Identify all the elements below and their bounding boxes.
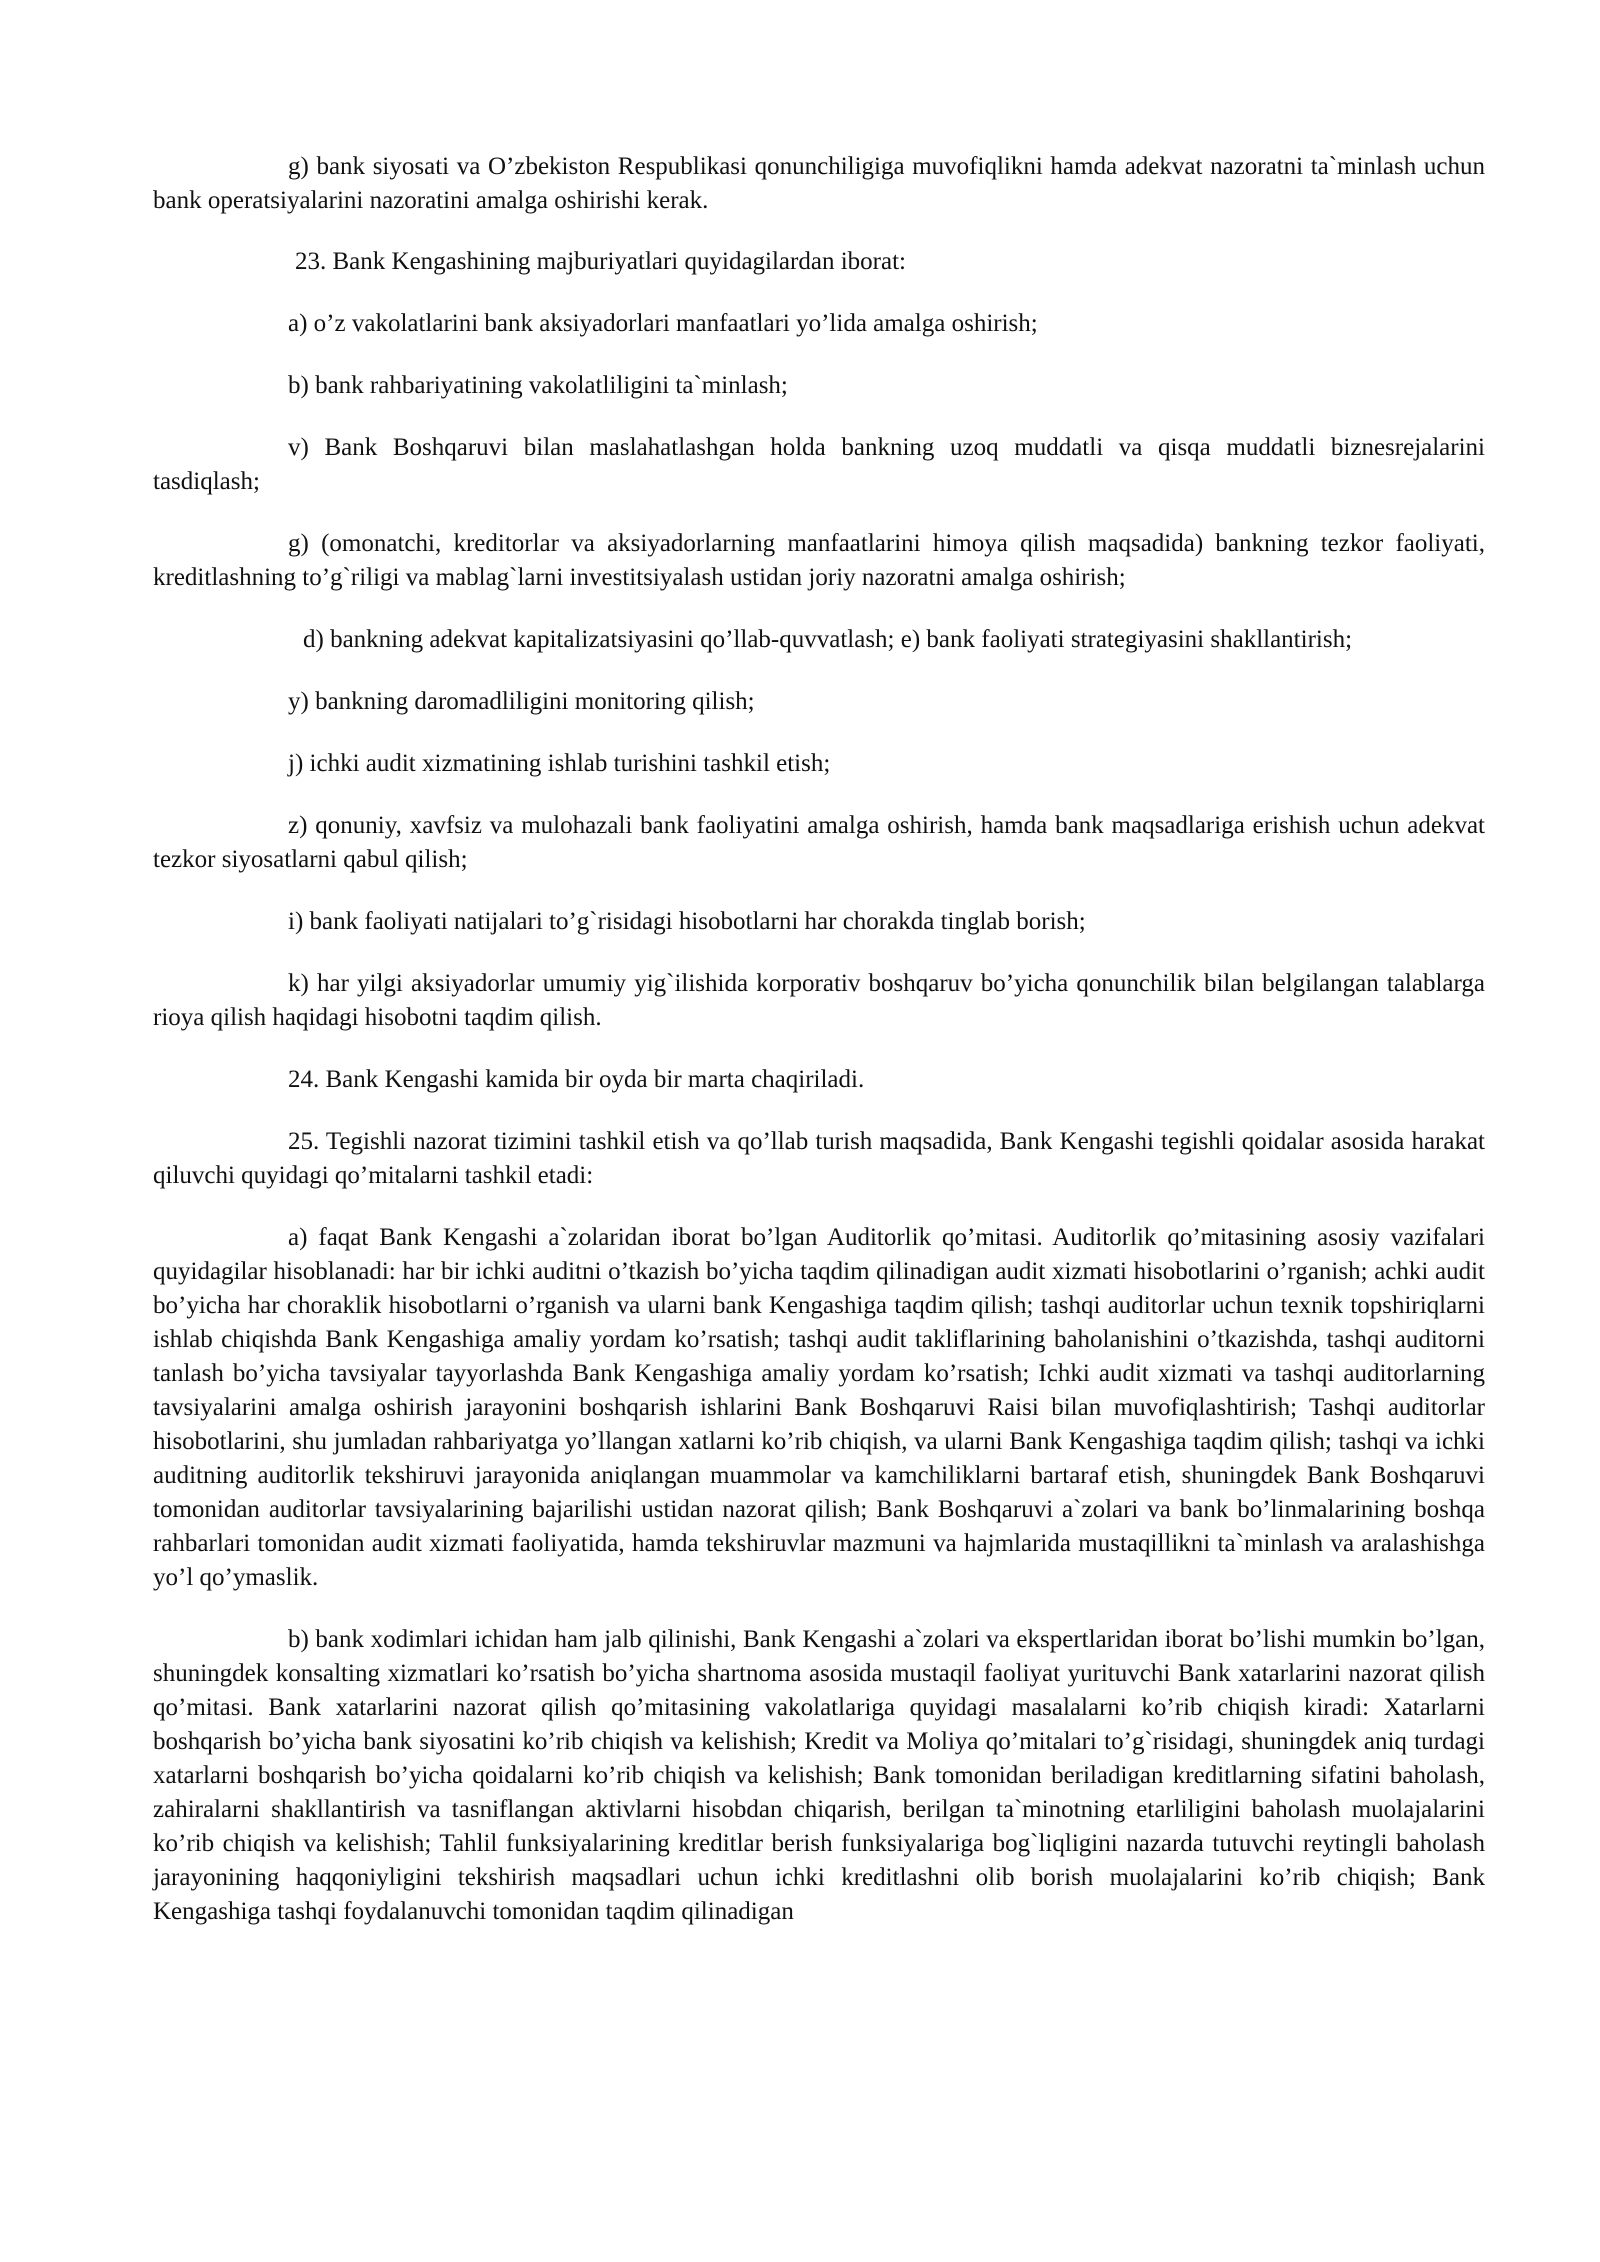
- paragraph-a-powers: a) o’z vakolatlarini bank aksiyadorlari manfaatlari yo’lida amalga oshirish;: [288, 310, 1038, 337]
- paragraph-b-management: b) bank rahbariyatining vakolatliligini ta`minlash;: [288, 372, 788, 399]
- paragraph-k-governance-report: k) har yilgi aksiyadorlar umumiy yig`ilishida korporativ boshqaruv bo’yicha qonunchilik bilan belgilangan talablarga rioya qilish haqidagi hisobotni taqdim qilish.: [153, 970, 1485, 1031]
- paragraph-j-internal-audit: j) ichki audit xizmatining ishlab turishini tashkil etish;: [288, 750, 831, 777]
- paragraph-v-business-plans: v) Bank Boshqaruvi bilan maslahatlashgan holda bankning uzoq muddatli va qisqa muddatli biznesrejalarini tasdiqlash;: [153, 434, 1485, 495]
- document-page: [153, 150, 1485, 1929]
- paragraph-z-policies: z) qonuniy, xavfsiz va mulohazali bank faoliyatini amalga oshirish, hamda bank maqsadlariga erishish uchun adekvat tezkor siyosatlarni qabul qilish;: [153, 812, 1485, 873]
- paragraph-g-current-control: g) (omonatchi, kreditorlar va aksiyadorlarning manfaatlarini himoya qilish maqsadida) bankning tezkor faoliyati, kreditlashning to’g`riligi va mablag`larni investitsiyalash ustidan joriy nazoratni amalga oshirish;: [153, 530, 1485, 591]
- paragraph-23-obligations: 23. Bank Kengashining majburiyatlari quyidagilardan iborat:: [295, 248, 906, 275]
- paragraph-g-bank-policy: g) bank siyosati va O’zbekiston Respublikasi qonunchiligiga muvofiqlikni hamda adekvat nazoratni ta`minlash uchun bank operatsiyalarini nazoratini amalga oshirishi kerak.: [153, 153, 1485, 214]
- paragraph-i-quarterly-reports: i) bank faoliyati natijalari to’g`risidagi hisobotlarni har chorakda tinglab borish;: [288, 908, 1086, 935]
- paragraph-a-audit-committee: a) faqat Bank Kengashi a`zolaridan iborat bo’lgan Auditorlik qo’mitasi. Auditorlik qo’mitasining asosiy vazifalari quyidagilar hisoblanadi: har bir ichki auditni o’tkazish bo’yicha taqdim qilinadigan audit xizmati hisobotlarini o’rganish; achki audit bo’yicha har choraklik hisobotlarni o’rganish va ularni bank Kengashiga taqdim qilish; tashqi auditorlar uchun texnik topshiriqlarni ishlab chiqishda Bank Kengashiga amaliy yordam ko’rsatish; tashqi audit takliflarining baholanishini o’tkazishda, tashqi auditorni tanlash bo’yicha tavsiyalar tayyorlashda Bank Kengashiga amaliy yordam ko’rsatish; Ichki audit xizmati va tashqi auditorlarning tavsiyalarini amalga oshirish jarayonini boshqarish ishlarini Bank Boshqaruvi Raisi bilan muvofiqlashtirish; Tashqi auditorlar hisobotlarini, shu jumladan rahbariyatga yo’llangan xatlarni ko’rib chiqish, va ularni Bank Kengashiga taqdim qilish; tashqi va ichki auditning auditorlik tekshiruvi jarayonida aniqlangan muammolar va kamchiliklarni bartaraf etish, shuningdek Bank Boshqaruvi tomonidan auditorlar tavsiyalarining bajarilishi ustidan nazorat qilish; Bank Boshqaruvi a`zolari va bank bo’linmalarining boshqa rahbarlari tomonidan audit xizmati faoliyatida, hamda tekshiruvlar mazmuni va hajmlarida mustaqillikni ta`minlash va aralashishga yo’l qo’ymaslik.: [153, 1224, 1485, 1591]
- paragraph-24-meetings: 24. Bank Kengashi kamida bir oyda bir marta chaqiriladi.: [288, 1066, 865, 1093]
- paragraph-b-risk-committee: b) bank xodimlari ichidan ham jalb qilinishi, Bank Kengashi a`zolari va ekspertlaridan iborat bo’lishi mumkin bo’lgan, shuningdek konsalting xizmatlari ko’rsatish bo’yicha shartnoma asosida mustaqil faoliyat yurituvchi Bank xatarlarini nazorat qilish qo’mitasi. Bank xatarlarini nazorat qilish qo’mitasining vakolatlariga quyidagi masalalarni ko’rib chiqish kiradi: Xatarlarni boshqarish bo’yicha bank siyosatini ko’rib chiqish va kelishish; Kredit va Moliya qo’mitalari to’g`risidagi, shuningdek aniq turdagi xatarlarni boshqarish bo’yicha qoidalarni ko’rib chiqish va kelishish; Bank tomonidan beriladigan kreditlarning sifatini baholash, zahiralarni shakllantirish va tasniflangan aktivlarni hisobdan chiqarish, berilgan ta`minotning etarliligini baholash muolajalarini ko’rib chiqish va kelishish; Tahlil funksiyalarining kreditlar berish funksiyalariga bog`liqligini nazarda tutuvchi reytingli baholash jarayonining haqqoniyligini tekshirish maqsadlari uchun ichki kreditlashni olib borish muolajalarini ko’rib chiqish; Bank Kengashiga tashqi foydalanuvchi tomonidan taqdim qilinadigan: [153, 1626, 1485, 1925]
- paragraph-y-profitability: y) bankning daromadliligini monitoring qilish;: [288, 688, 755, 715]
- paragraph-25-committees: 25. Tegishli nazorat tizimini tashkil etish va qo’llab turish maqsadida, Bank Kengashi tegishli qoidalar asosida harakat qiluvchi quyidagi qo’mitalarni tashkil etadi:: [153, 1128, 1485, 1189]
- paragraph-d-capitalization: d) bankning adekvat kapitalizatsiyasini qo’llab-quvvatlash; e) bank faoliyati strategiyasini shakllantirish;: [303, 626, 1353, 653]
